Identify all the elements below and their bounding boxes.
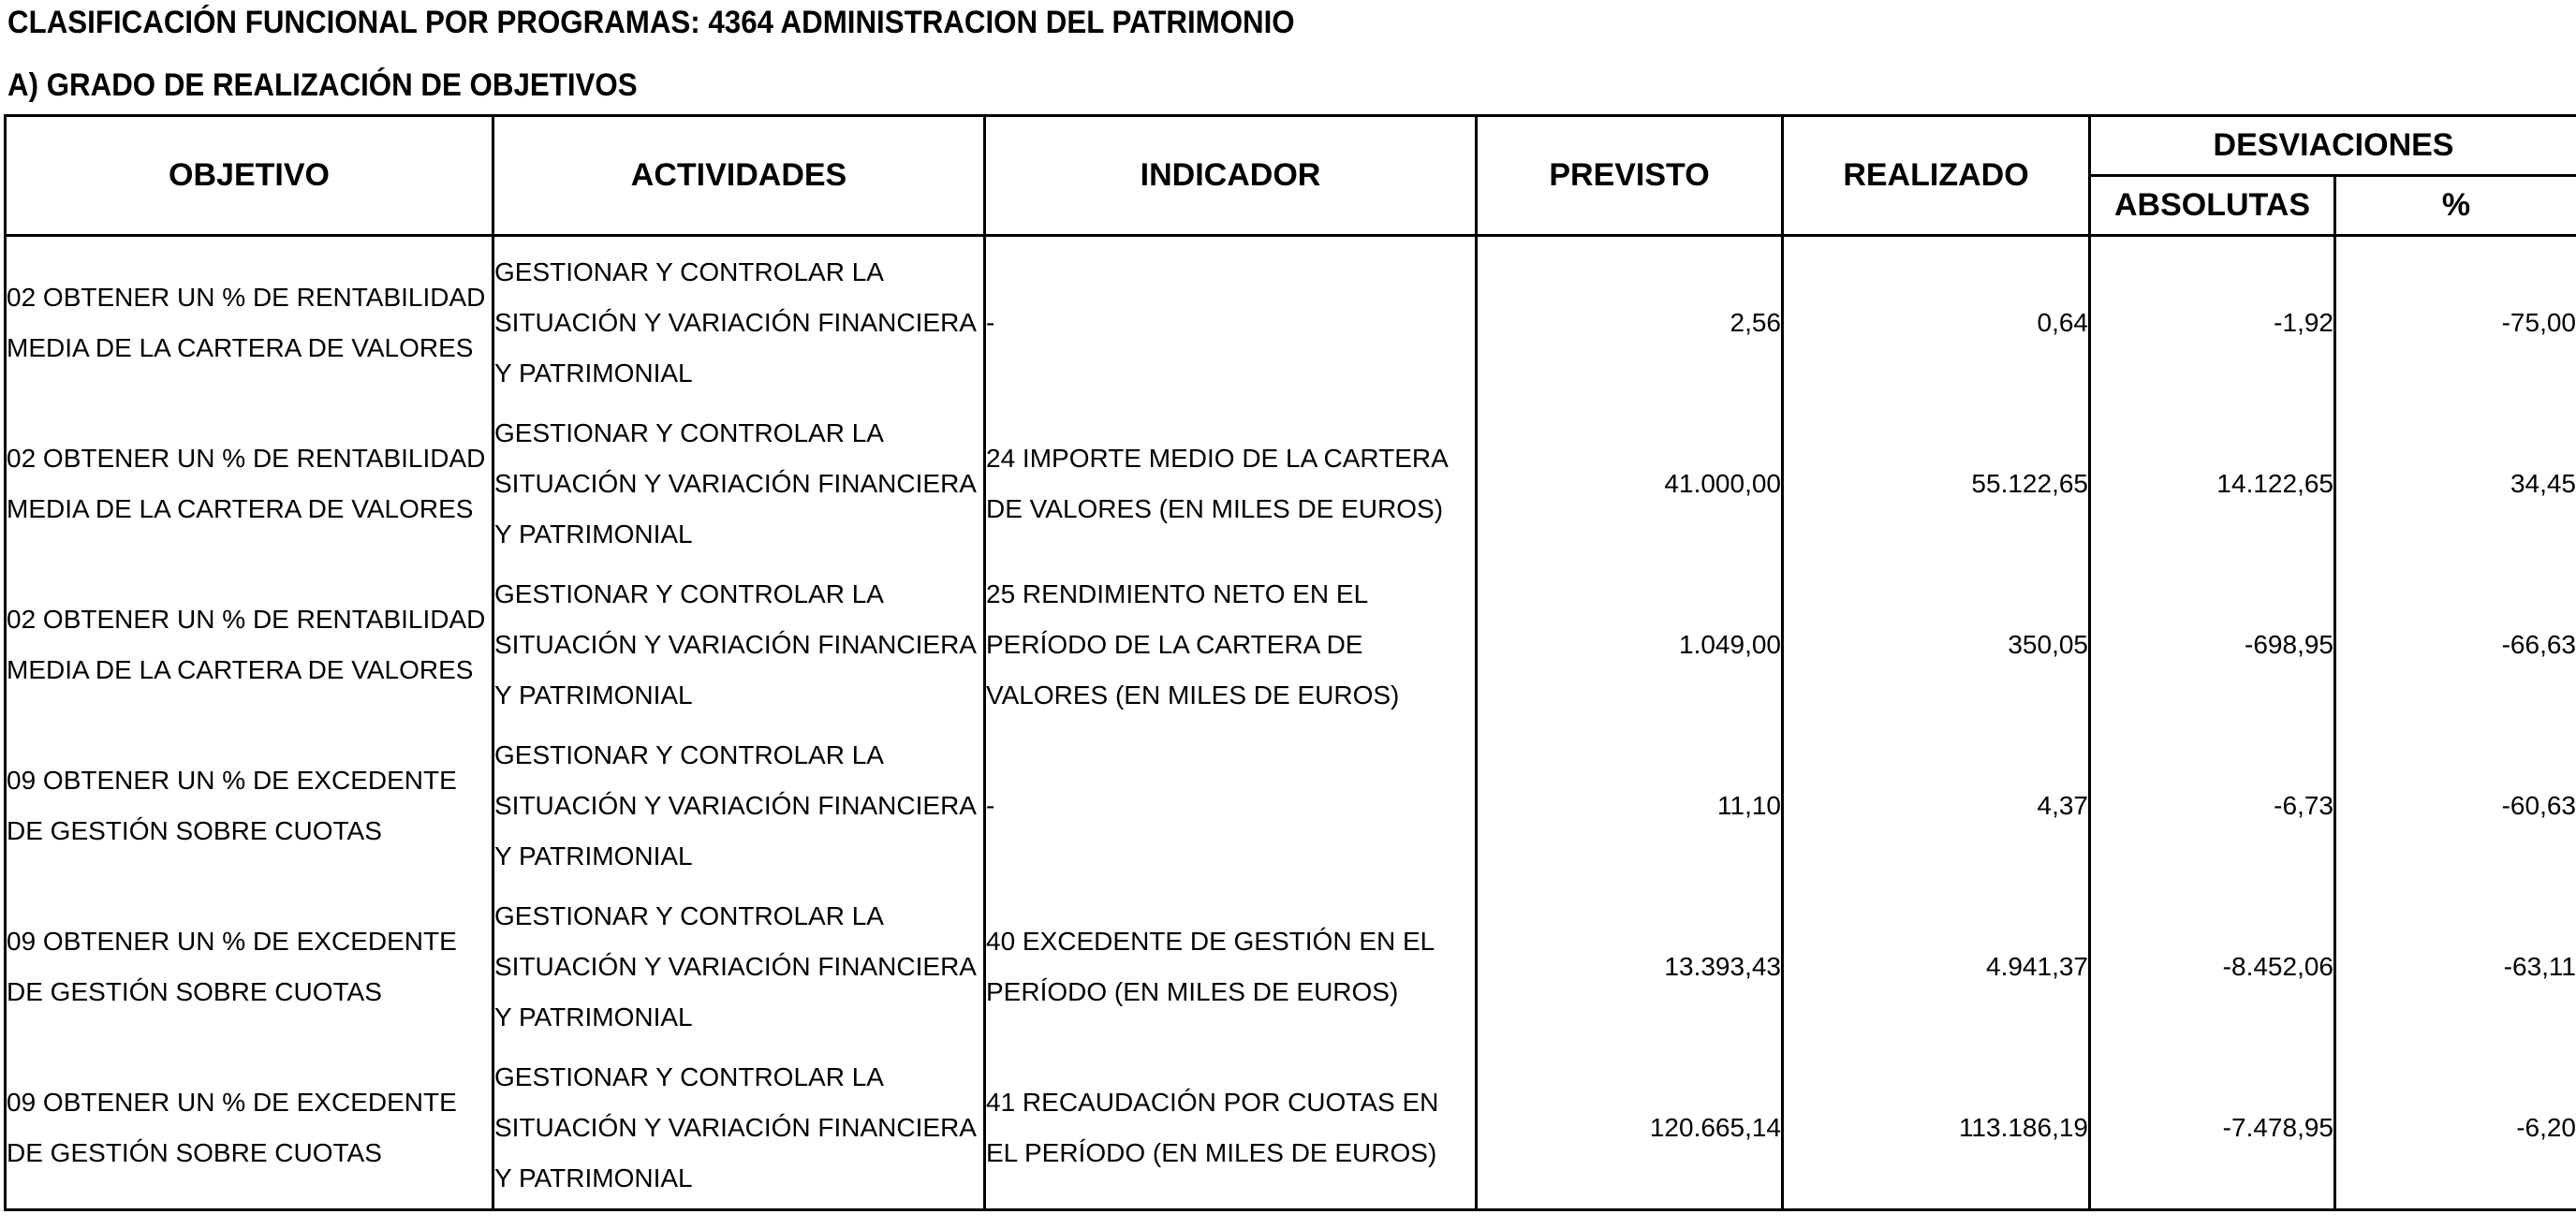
table-header [6,116,2576,236]
cell-realizado: 350,05 [1783,564,2090,725]
cell-actividades: GESTIONAR Y CONTROLAR LA SITUACIÓN Y VARIACIÓN FINANCIERA Y PATRIMONIAL [493,886,985,1047]
objectives-table [4,114,2576,1211]
cell-porcentaje: -75,00 [2335,236,2576,404]
cell-objetivo: 02 OBTENER UN % DE RENTABILIDAD MEDIA DE LA CARTERA DE VALORES [6,564,493,725]
cell-previsto: 1.049,00 [1477,564,1783,725]
column-header-desviaciones: DESVIACIONES [2090,116,2576,176]
cell-absolutas: -8.452,06 [2090,886,2335,1047]
cell-previsto: 41.000,00 [1477,403,1783,564]
cell-objetivo: 02 OBTENER UN % DE RENTABILIDAD MEDIA DE LA CARTERA DE VALORES [6,403,493,564]
table-row [6,886,2576,1047]
cell-realizado: 113.186,19 [1783,1047,2090,1210]
cell-indicador: 41 RECAUDACIÓN POR CUOTAS EN EL PERÍODO (EN MILES DE EUROS) [985,1047,1477,1210]
document-title: CLASIFICACIÓN FUNCIONAL POR PROGRAMAS: 4364 ADMINISTRACION DEL PATRIMONIO [7,5,1295,40]
cell-previsto: 120.665,14 [1477,1047,1783,1210]
column-header-actividades: ACTIVIDADES [493,116,985,236]
cell-absolutas: -6,73 [2090,725,2335,886]
cell-absolutas: -7.478,95 [2090,1047,2335,1210]
cell-realizado: 0,64 [1783,236,2090,404]
cell-previsto: 2,56 [1477,236,1783,404]
table-row [6,564,2576,725]
cell-porcentaje: -63,11 [2335,886,2576,1047]
cell-absolutas: -1,92 [2090,236,2335,404]
section-title: A) GRADO DE REALIZACIÓN DE OBJETIVOS [7,67,638,103]
table-body [6,236,2576,1210]
cell-objetivo: 09 OBTENER UN % DE EXCEDENTE DE GESTIÓN SOBRE CUOTAS [6,886,493,1047]
cell-indicador: 25 RENDIMIENTO NETO EN EL PERÍODO DE LA CARTERA DE VALORES (EN MILES DE EUROS) [985,564,1477,725]
cell-indicador: - [985,236,1477,404]
cell-actividades: GESTIONAR Y CONTROLAR LA SITUACIÓN Y VARIACIÓN FINANCIERA Y PATRIMONIAL [493,236,985,404]
cell-actividades: GESTIONAR Y CONTROLAR LA SITUACIÓN Y VARIACIÓN FINANCIERA Y PATRIMONIAL [493,564,985,725]
cell-objetivo: 02 OBTENER UN % DE RENTABILIDAD MEDIA DE LA CARTERA DE VALORES [6,236,493,404]
cell-actividades: GESTIONAR Y CONTROLAR LA SITUACIÓN Y VARIACIÓN FINANCIERA Y PATRIMONIAL [493,725,985,886]
cell-realizado: 4.941,37 [1783,886,2090,1047]
table-row [6,403,2576,564]
cell-objetivo: 09 OBTENER UN % DE EXCEDENTE DE GESTIÓN SOBRE CUOTAS [6,725,493,886]
cell-actividades: GESTIONAR Y CONTROLAR LA SITUACIÓN Y VARIACIÓN FINANCIERA Y PATRIMONIAL [493,403,985,564]
column-header-objetivo: OBJETIVO [6,116,493,236]
cell-actividades: GESTIONAR Y CONTROLAR LA SITUACIÓN Y VARIACIÓN FINANCIERA Y PATRIMONIAL [493,1047,985,1210]
cell-realizado: 4,37 [1783,725,2090,886]
table-row [6,1047,2576,1210]
cell-porcentaje: -60,63 [2335,725,2576,886]
cell-previsto: 11,10 [1477,725,1783,886]
cell-porcentaje: -6,20 [2335,1047,2576,1210]
cell-porcentaje: -66,63 [2335,564,2576,725]
cell-porcentaje: 34,45 [2335,403,2576,564]
column-header-porcentaje: % [2335,176,2576,236]
cell-objetivo: 09 OBTENER UN % DE EXCEDENTE DE GESTIÓN SOBRE CUOTAS [6,1047,493,1210]
column-header-previsto: PREVISTO [1477,116,1783,236]
column-header-absolutas: ABSOLUTAS [2090,176,2335,236]
cell-absolutas: -698,95 [2090,564,2335,725]
column-header-indicador: INDICADOR [985,116,1477,236]
table-row [6,725,2576,886]
cell-previsto: 13.393,43 [1477,886,1783,1047]
cell-indicador: - [985,725,1477,886]
table-row [6,236,2576,404]
cell-indicador: 40 EXCEDENTE DE GESTIÓN EN EL PERÍODO (EN MILES DE EUROS) [985,886,1477,1047]
cell-absolutas: 14.122,65 [2090,403,2335,564]
cell-realizado: 55.122,65 [1783,403,2090,564]
cell-indicador: 24 IMPORTE MEDIO DE LA CARTERA DE VALORES (EN MILES DE EUROS) [985,403,1477,564]
column-header-realizado: REALIZADO [1783,116,2090,236]
